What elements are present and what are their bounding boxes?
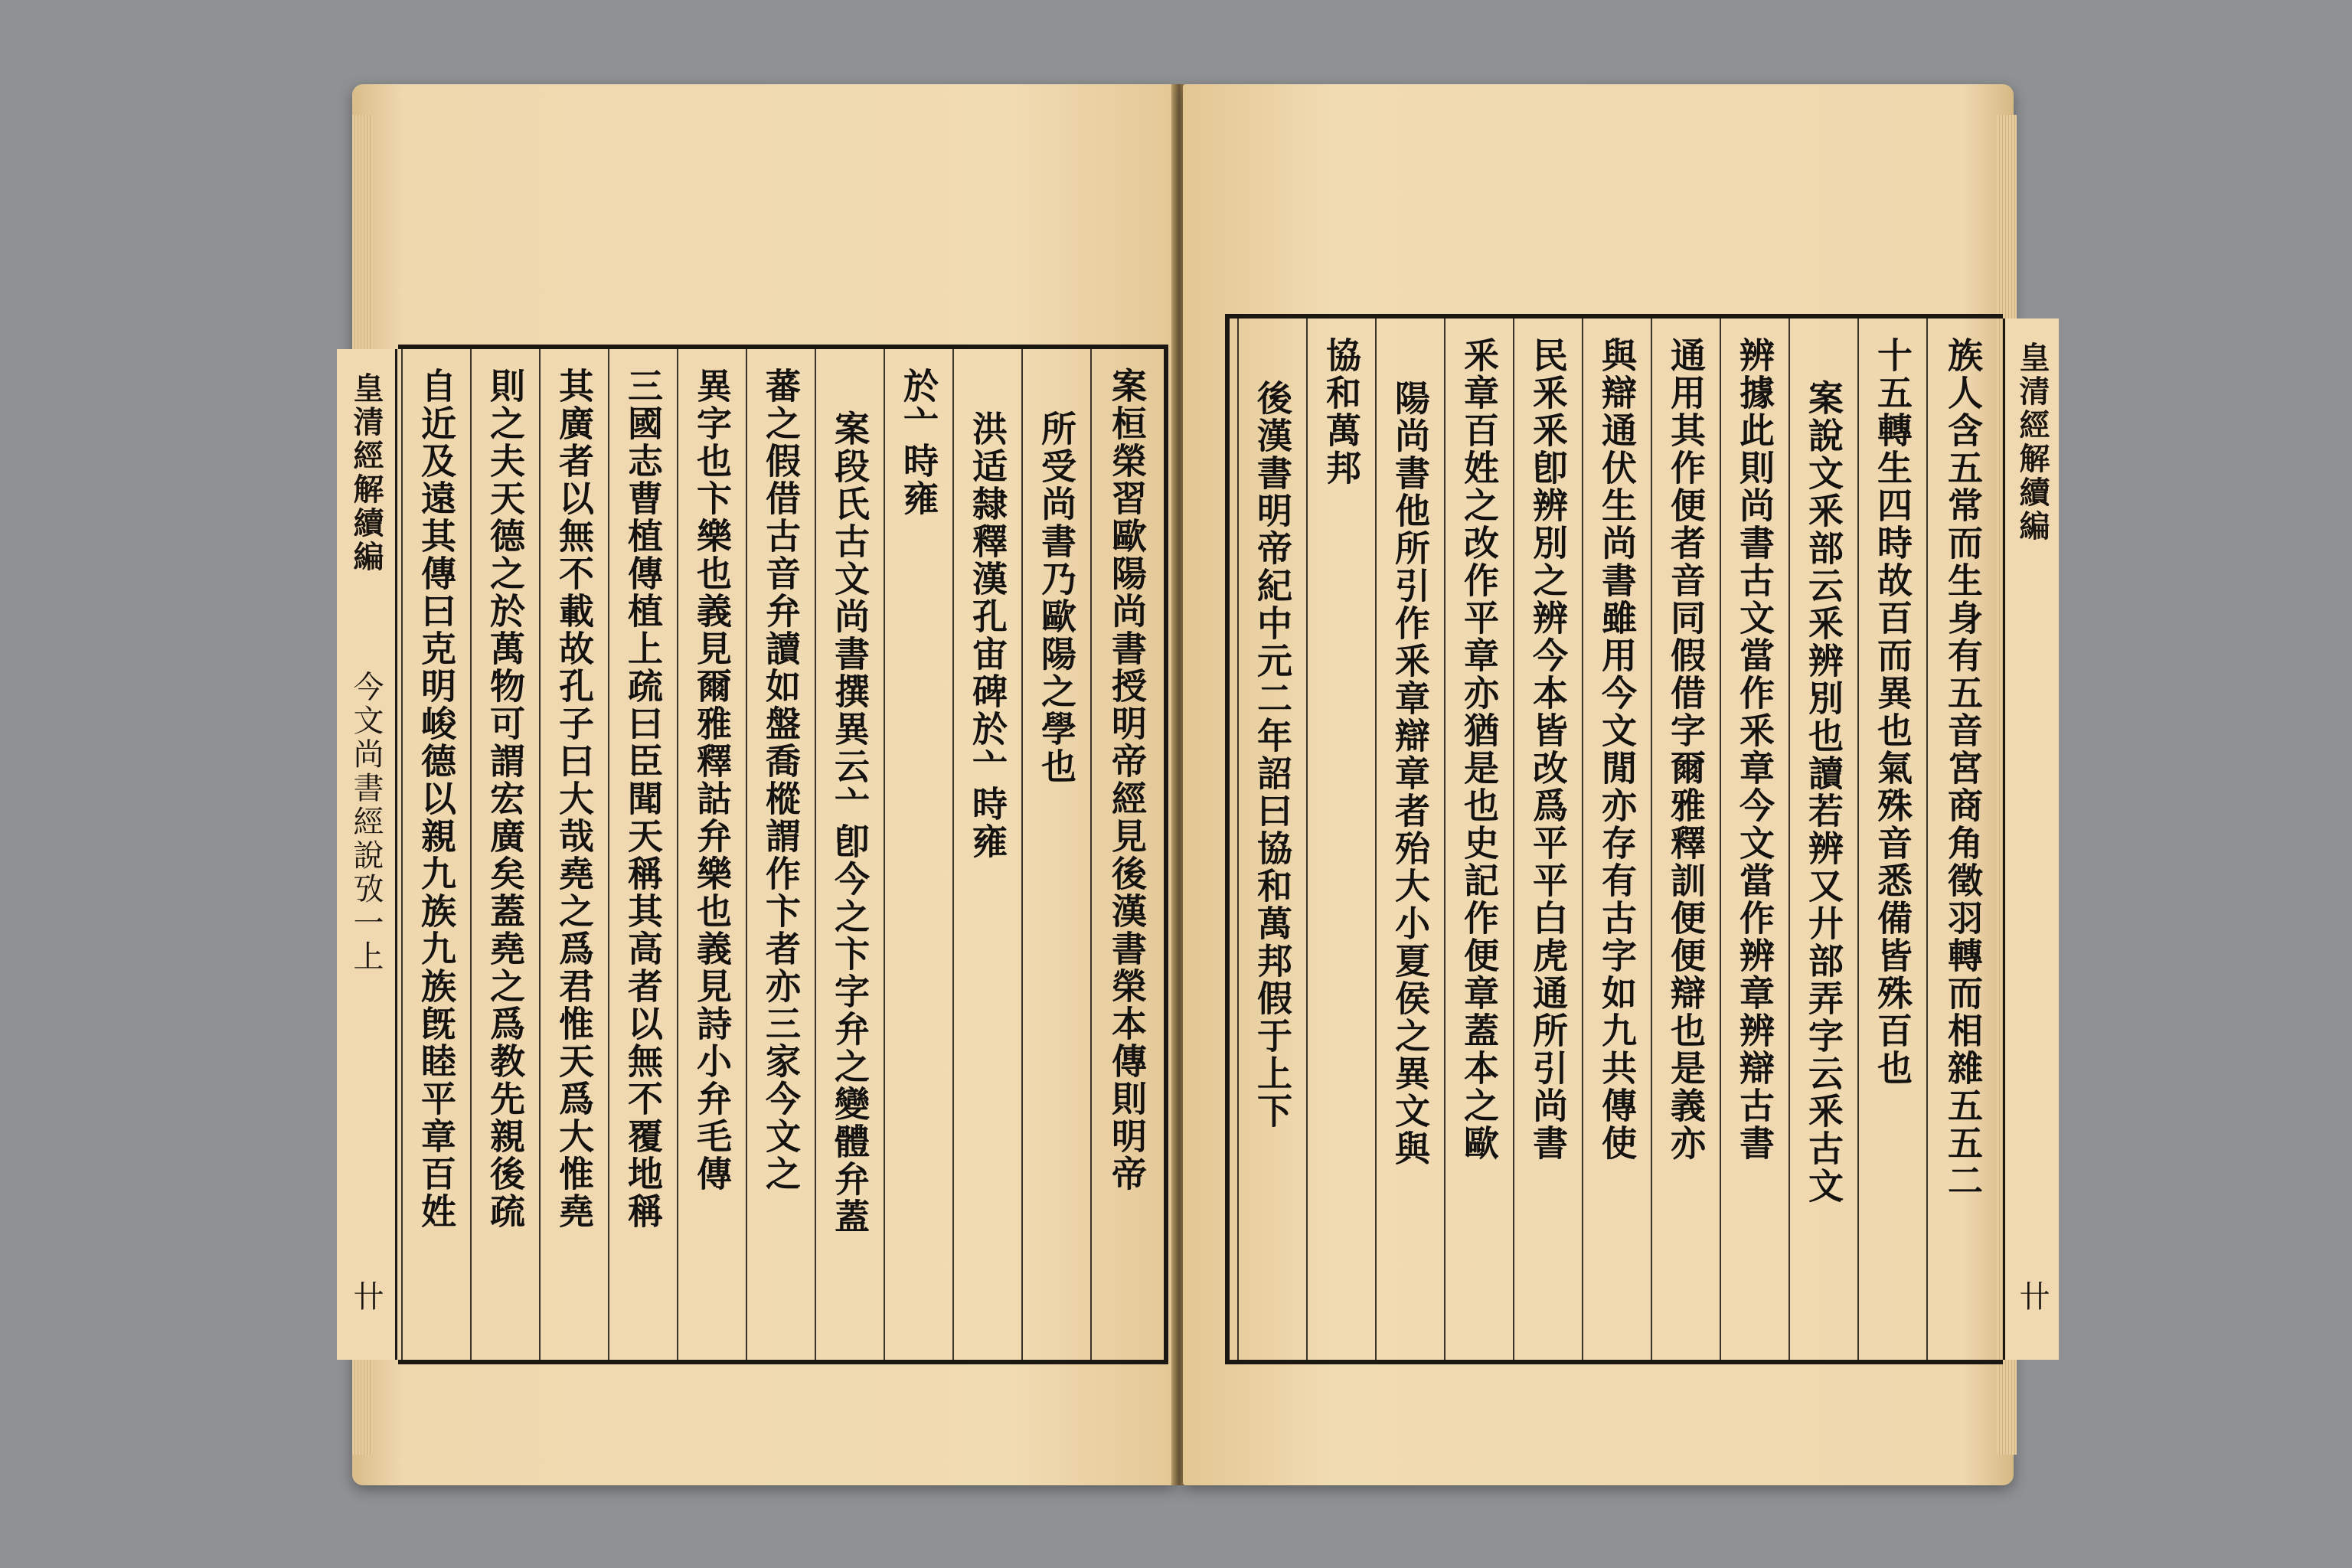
text-column bbox=[470, 349, 539, 1360]
text-column bbox=[1651, 318, 1720, 1360]
text-column bbox=[884, 349, 952, 1360]
column-text: 辨據此則尚書古文當作釆章今文當作辨章辨辯古書 bbox=[1734, 337, 1775, 1162]
margin-book-title: 皇清經解續編 bbox=[2014, 341, 2050, 544]
text-column bbox=[1021, 349, 1090, 1360]
column-text: 則之夫天德之於萬物可謂宏廣矣蓋堯之爲教先親後疏 bbox=[485, 368, 526, 1230]
text-column bbox=[1444, 318, 1513, 1360]
column-text: 案桓榮習歐陽尚書授明帝經見後漢書榮本傳則明帝 bbox=[1106, 368, 1148, 1193]
right-page bbox=[1183, 84, 2050, 1485]
column-text: 釆章百姓之改作平章亦猶是也史記作便章蓋本之歐 bbox=[1459, 337, 1500, 1162]
text-column bbox=[401, 349, 470, 1360]
column-text: 所受尚書乃歐陽之學也 bbox=[1036, 410, 1077, 786]
column-text: 異字也卞樂也義見爾雅釋詁弁樂也義見詩小弁毛傳 bbox=[691, 368, 733, 1193]
text-column bbox=[1926, 318, 1998, 1360]
margin-book-title: 皇清經解續編 bbox=[348, 372, 384, 574]
text-column bbox=[1582, 318, 1651, 1360]
open-book bbox=[329, 84, 2050, 1485]
column-text: 自近及遠其傳曰克明峻德以親九族九族旣睦平章百姓 bbox=[416, 368, 457, 1230]
left-page bbox=[348, 84, 1175, 1485]
column-text: 十五轉生四時故百而異也氣殊音悉備皆殊百也 bbox=[1872, 337, 1913, 1087]
column-text: 民釆釆卽辨別之辨今本皆改爲平平白虎通所引尚書 bbox=[1527, 337, 1569, 1162]
column-heading: 於亠時雍 bbox=[898, 368, 939, 518]
column-text: 案段氏古文尚書撰異云亠卽今之卞字弁之變體弁蓋 bbox=[829, 410, 871, 1236]
column-text: 陽尚書他所引作釆章辯章者殆大小夏侯之異文與 bbox=[1390, 380, 1431, 1168]
text-column bbox=[608, 349, 677, 1360]
column-text: 洪适隸釋漢孔宙碑於亠時雍 bbox=[967, 410, 1008, 861]
column-text: 通用其作便者音同假借字爾雅釋訓便便辯也是義亦 bbox=[1665, 337, 1707, 1162]
column-text: 與辯通伏生尚書雖用今文閒亦存有古字如九共傳使 bbox=[1596, 337, 1638, 1162]
column-text: 後漢書明帝紀中元二年詔曰協和萬邦假于上下 bbox=[1252, 380, 1293, 1130]
text-column bbox=[1513, 318, 1582, 1360]
left-text-frame bbox=[348, 345, 1168, 1364]
text-column bbox=[1090, 349, 1162, 1360]
text-column bbox=[539, 349, 608, 1360]
right-page-margin bbox=[2003, 318, 2059, 1360]
left-page-margin bbox=[337, 349, 397, 1360]
margin-page-number: 卄 bbox=[348, 1280, 384, 1314]
text-column bbox=[815, 349, 884, 1360]
column-text: 三國志曹植傳植上疏曰臣聞天稱其高者以無不覆地稱 bbox=[622, 368, 664, 1230]
column-text: 案說文釆部云釆辨別也讀若辨又廾部弄字云釆古文 bbox=[1803, 380, 1844, 1205]
text-column bbox=[746, 349, 815, 1360]
text-column bbox=[1857, 318, 1926, 1360]
text-column bbox=[1306, 318, 1375, 1360]
column-text: 族人含五常而生身有五音宮商角徵羽轉而相雜五五二 bbox=[1942, 337, 1984, 1200]
column-text: 其廣者以無不載故孔子曰大哉堯之爲君惟天爲大惟堯 bbox=[554, 368, 595, 1230]
column-text: 蕃之假借古音弁讀如盤喬樅謂作卞者亦三家今文之 bbox=[760, 368, 802, 1193]
column-heading: 協和萬邦 bbox=[1321, 337, 1362, 487]
text-column bbox=[677, 349, 746, 1360]
margin-section-title: 今文尚書經說攷一上 bbox=[348, 671, 384, 974]
text-column bbox=[1375, 318, 1444, 1360]
text-column bbox=[1788, 318, 1857, 1360]
text-column bbox=[1237, 318, 1306, 1360]
margin-page-number: 卄 bbox=[2014, 1280, 2050, 1314]
right-text-frame bbox=[1225, 314, 2050, 1364]
text-column bbox=[952, 349, 1021, 1360]
text-column bbox=[1720, 318, 1788, 1360]
